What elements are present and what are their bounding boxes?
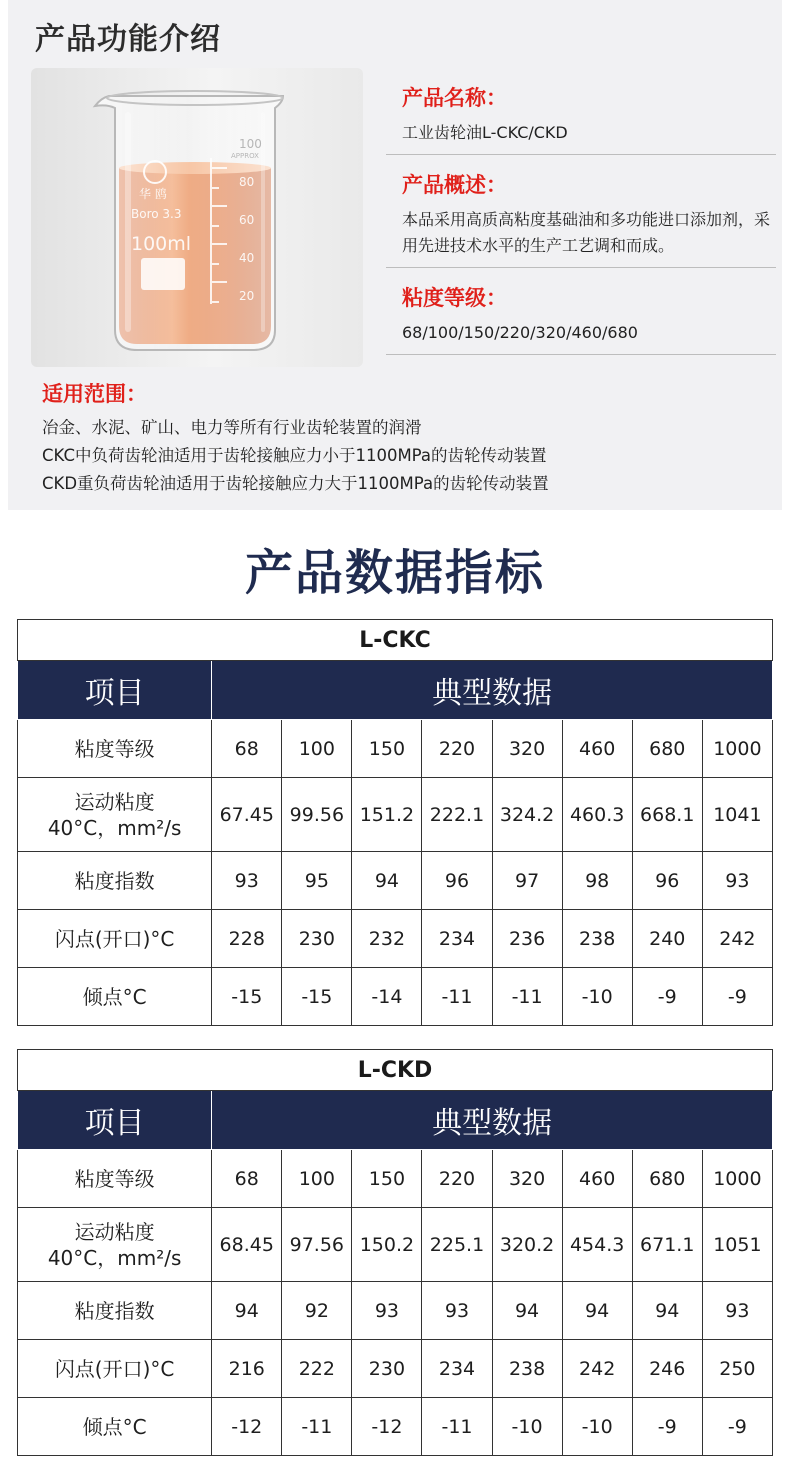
table-cell: 151.2 xyxy=(352,778,422,852)
table-cell: -9 xyxy=(632,1398,702,1456)
row-label-line: 粘度等级 xyxy=(74,1166,155,1191)
section-title: 产品数据指标 xyxy=(244,545,545,601)
table-cell: 250 xyxy=(702,1340,772,1398)
table-row xyxy=(18,778,773,852)
table-cell: 222 xyxy=(282,1340,352,1398)
scope-line: CKD重负荷齿轮油适用于齿轮接触应力大于1100MPa的齿轮传动装置 xyxy=(42,474,549,493)
table-cell: 98 xyxy=(562,852,632,910)
table-cell: 100 xyxy=(282,1150,352,1208)
table-cell: 93 xyxy=(422,1282,492,1340)
table-cell: 242 xyxy=(562,1340,632,1398)
row-label-line: 闪点(开口)°C xyxy=(54,926,175,951)
table-cell: 238 xyxy=(492,1340,562,1398)
table-cell: -9 xyxy=(702,968,772,1026)
header-row xyxy=(18,1091,773,1150)
brand-text: 华 鸥 xyxy=(139,187,167,201)
table-cell: 150.2 xyxy=(352,1208,422,1282)
table-cell: 228 xyxy=(212,910,282,968)
table-cell: -11 xyxy=(422,1398,492,1456)
table-cell: 460 xyxy=(562,1150,632,1208)
table-cell: 234 xyxy=(422,1340,492,1398)
table-cell: -11 xyxy=(492,968,562,1026)
table-cell: 150 xyxy=(352,1150,422,1208)
table-cell: 94 xyxy=(562,1282,632,1340)
table-cell: 68.45 xyxy=(212,1208,282,1282)
scope-line: 冶金、水泥、矿山、电力等所有行业齿轮装置的润滑 xyxy=(42,418,422,437)
table-cell: 216 xyxy=(212,1340,282,1398)
table-cell: 95 xyxy=(282,852,352,910)
approx-text: APPROX xyxy=(231,152,259,160)
grade-row xyxy=(18,1050,773,1091)
row-label xyxy=(18,720,212,778)
table-cell: 94 xyxy=(632,1282,702,1340)
volume-text: 100ml xyxy=(131,233,192,255)
table-cell: 97.56 xyxy=(282,1208,352,1282)
table-cell: 93 xyxy=(212,852,282,910)
table-cell: 230 xyxy=(352,1340,422,1398)
table-cell: 222.1 xyxy=(422,778,492,852)
table-cell: 234 xyxy=(422,910,492,968)
product-overview-value: 本品采用高质高粘度基础油和多功能进口添加剂，采用先进技术水平的生产工艺调和而成。 xyxy=(402,210,771,255)
table-cell: 68 xyxy=(212,720,282,778)
row-label xyxy=(18,852,212,910)
row-label-line: 倾点°C xyxy=(82,984,147,1009)
label-patch xyxy=(141,258,185,290)
table-cell: 246 xyxy=(632,1340,702,1398)
table-row xyxy=(18,1208,773,1282)
viscosity-grade-value: 68/100/150/220/320/460/680 xyxy=(402,323,638,342)
table-cell: 320 xyxy=(492,720,562,778)
table-cell: 68 xyxy=(212,1150,282,1208)
product-overview-label: 产品概述： xyxy=(402,173,507,197)
row-label xyxy=(18,1208,212,1282)
viscosity-grade-block xyxy=(386,282,776,355)
table-cell: -10 xyxy=(492,1398,562,1456)
table-cell: -14 xyxy=(352,968,422,1026)
table-cell: 97 xyxy=(492,852,562,910)
table-cell: 460.3 xyxy=(562,778,632,852)
row-label xyxy=(18,1282,212,1340)
table-row xyxy=(18,1398,773,1456)
table-cell: 668.1 xyxy=(632,778,702,852)
product-overview-block xyxy=(386,169,776,268)
table-cell: -11 xyxy=(422,968,492,1026)
row-label-line: 粘度等级 xyxy=(74,736,155,761)
table-cell: -10 xyxy=(562,968,632,1026)
table-cell: -12 xyxy=(212,1398,282,1456)
grade-title: L-CKC xyxy=(18,620,773,661)
viscosity-grade-label: 粘度等级： xyxy=(402,286,507,310)
table-cell: 236 xyxy=(492,910,562,968)
table-cell: 680 xyxy=(632,1150,702,1208)
table-cell: 93 xyxy=(352,1282,422,1340)
table-cell: 94 xyxy=(212,1282,282,1340)
row-label xyxy=(18,1150,212,1208)
table-cell: 320.2 xyxy=(492,1208,562,1282)
product-name-value: 工业齿轮油L-CKC/CKD xyxy=(402,123,568,142)
table-cell: 238 xyxy=(562,910,632,968)
header-item: 项目 xyxy=(18,1091,212,1150)
table-cell: 93 xyxy=(702,1282,772,1340)
product-name-block xyxy=(386,82,776,155)
row-label xyxy=(18,778,212,852)
scope-label: 适用范围： xyxy=(42,382,147,406)
beaker-illustration xyxy=(31,68,363,367)
row-label-line: 运动粘度 xyxy=(74,1219,155,1244)
row-label xyxy=(18,1398,212,1456)
mark-100: 100 xyxy=(239,137,262,151)
table-cell: 671.1 xyxy=(632,1208,702,1282)
table-cell: 1000 xyxy=(702,1150,772,1208)
row-label-line: 40°C，mm²/s xyxy=(47,815,182,840)
table-cell: -11 xyxy=(282,1398,352,1456)
table-cell: 225.1 xyxy=(422,1208,492,1282)
table-cell: 454.3 xyxy=(562,1208,632,1282)
table-cell: 242 xyxy=(702,910,772,968)
header-typical-data: 典型数据 xyxy=(212,1091,773,1150)
application-scope xyxy=(42,378,772,498)
table-cell: -9 xyxy=(632,968,702,1026)
table-row xyxy=(18,910,773,968)
table-cell: 94 xyxy=(492,1282,562,1340)
table-cell: 92 xyxy=(282,1282,352,1340)
table-cell: 220 xyxy=(422,1150,492,1208)
table-cell: 220 xyxy=(422,720,492,778)
scope-line: CKC中负荷齿轮油适用于齿轮接触应力小于1100MPa的齿轮传动装置 xyxy=(42,446,547,465)
table-cell: -10 xyxy=(562,1398,632,1456)
table-cell: 230 xyxy=(282,910,352,968)
table-cell: 1051 xyxy=(702,1208,772,1282)
header-typical-data: 典型数据 xyxy=(212,661,773,720)
table-cell: 460 xyxy=(562,720,632,778)
table-cell: 96 xyxy=(632,852,702,910)
table-row xyxy=(18,1340,773,1398)
spec-table-ckc xyxy=(17,619,773,1026)
mark-20: 20 xyxy=(239,289,255,303)
table-row xyxy=(18,852,773,910)
table-cell: 1041 xyxy=(702,778,772,852)
table-cell: 1000 xyxy=(702,720,772,778)
row-label xyxy=(18,968,212,1026)
table-cell: 232 xyxy=(352,910,422,968)
row-label-line: 粘度指数 xyxy=(74,1298,155,1323)
table-row xyxy=(18,968,773,1026)
table-row xyxy=(18,720,773,778)
table-cell: 100 xyxy=(282,720,352,778)
grade-row xyxy=(18,620,773,661)
table-cell: 324.2 xyxy=(492,778,562,852)
product-name-label: 产品名称： xyxy=(402,86,507,110)
beaker-image xyxy=(31,68,363,367)
mark-40: 40 xyxy=(239,251,255,265)
row-label-line: 闪点(开口)°C xyxy=(54,1356,175,1381)
table-cell: 320 xyxy=(492,1150,562,1208)
row-label-line: 运动粘度 xyxy=(74,789,155,814)
table-row xyxy=(18,1150,773,1208)
table-cell: 99.56 xyxy=(282,778,352,852)
row-label-line: 40°C，mm²/s xyxy=(47,1245,182,1270)
table-cell: -9 xyxy=(702,1398,772,1456)
spec-table-ckd xyxy=(17,1049,773,1456)
table-cell: 93 xyxy=(702,852,772,910)
header-row xyxy=(18,661,773,720)
table-cell: 67.45 xyxy=(212,778,282,852)
mark-60: 60 xyxy=(239,213,255,227)
table-cell: -15 xyxy=(282,968,352,1026)
table-cell: 680 xyxy=(632,720,702,778)
product-info xyxy=(386,82,776,369)
header-item: 项目 xyxy=(18,661,212,720)
table-cell: 240 xyxy=(632,910,702,968)
row-label-line: 倾点°C xyxy=(82,1414,147,1439)
grade-title: L-CKD xyxy=(18,1050,773,1091)
table-cell: 96 xyxy=(422,852,492,910)
table-cell: -15 xyxy=(212,968,282,1026)
table-row xyxy=(18,1282,773,1340)
row-label xyxy=(18,910,212,968)
product-intro-panel xyxy=(8,0,782,510)
material-text: Boro 3.3 xyxy=(131,207,182,221)
row-label xyxy=(18,1340,212,1398)
table-cell: -12 xyxy=(352,1398,422,1456)
intro-title: 产品功能介绍 xyxy=(35,22,221,57)
table-cell: 94 xyxy=(352,852,422,910)
row-label-line: 粘度指数 xyxy=(74,868,155,893)
table-cell: 150 xyxy=(352,720,422,778)
mark-80: 80 xyxy=(239,175,255,189)
